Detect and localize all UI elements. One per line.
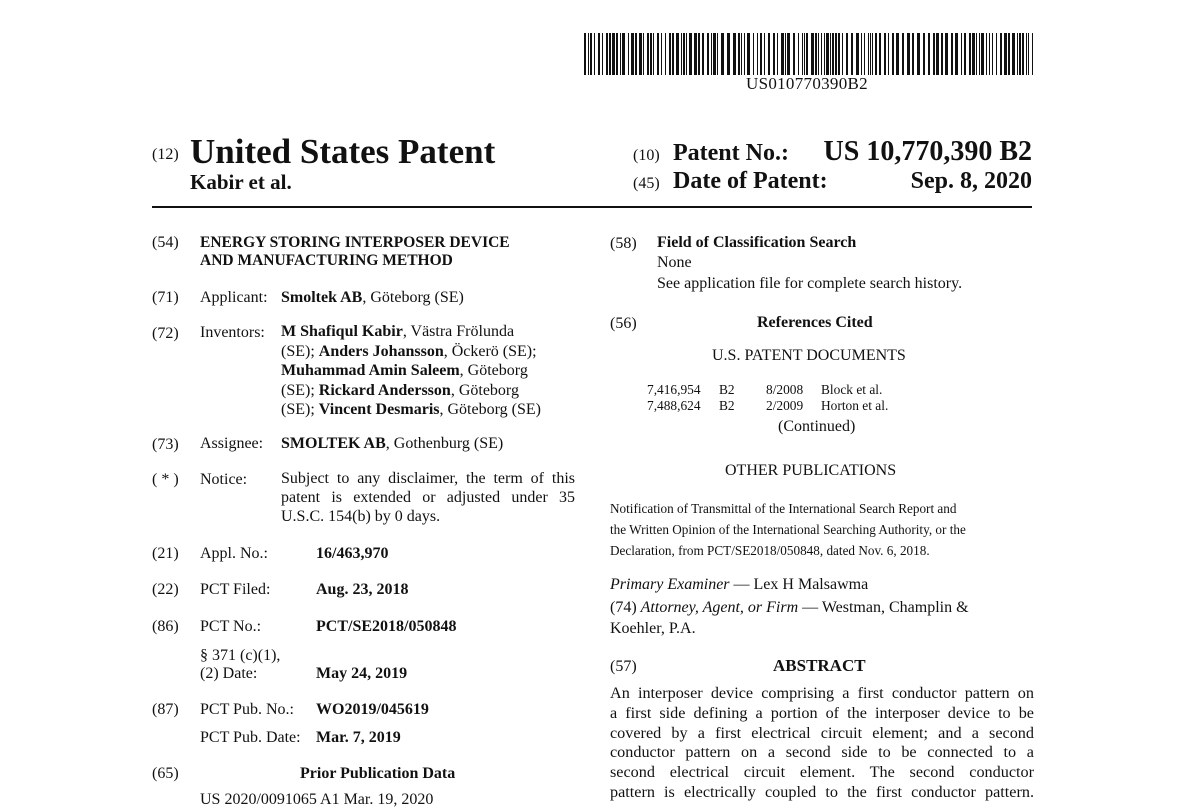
ref-kind: B2	[719, 398, 735, 413]
inventor-name: M Shafiqul Kabir	[281, 323, 403, 340]
code-65: (65)	[152, 765, 179, 782]
header-rule	[152, 206, 1032, 208]
attorney-value: — Westman, Champlin &	[798, 599, 969, 616]
inventors-list	[281, 323, 541, 421]
code-58: (58)	[610, 235, 637, 252]
other-publication-entry	[610, 498, 1034, 561]
code-22: (22)	[152, 581, 179, 598]
inventor-separator: (SE);	[281, 381, 319, 399]
references-cited-heading: References Cited	[757, 314, 873, 331]
attorney-label: Attorney, Agent, or Firm	[640, 599, 799, 616]
code-87: (87)	[152, 701, 179, 718]
us-patent-docs-heading: U.S. PATENT DOCUMENTS	[712, 347, 906, 364]
ref-date: 8/2008	[766, 382, 804, 397]
notice-text	[281, 470, 575, 527]
code-72: (72)	[152, 325, 179, 342]
assignee-location: , Gothenburg (SE)	[385, 435, 504, 452]
notice-label: Notice:	[200, 471, 248, 488]
s371-line2: (2) Date:	[200, 665, 258, 682]
pct-pub-no-value: WO2019/045619	[316, 701, 429, 718]
abstract-text	[610, 684, 1034, 803]
primary-examiner-label: Primary Examiner	[610, 576, 730, 593]
attorney-line1	[610, 599, 969, 617]
abstract-line: second electrical circuit element. The second conductor	[610, 763, 1034, 782]
patent-no-label: Patent No.:	[673, 140, 789, 166]
code-74: (74)	[610, 599, 641, 616]
pct-no-label: PCT No.:	[200, 618, 262, 635]
barcode-image	[584, 33, 1033, 75]
code-57: (57)	[610, 658, 637, 675]
abstract-line: covered by a first electrical circuit element; and a second	[610, 723, 1034, 742]
other-publications-heading: OTHER PUBLICATIONS	[725, 462, 897, 479]
patent-number: US 10,770,390 B2	[823, 136, 1032, 167]
prior-pub-heading: Prior Publication Data	[300, 765, 456, 782]
code-71: (71)	[152, 289, 179, 306]
inventor-name: Vincent Desmaris	[318, 401, 440, 418]
applicant-name: Smoltek AB	[281, 289, 363, 306]
pct-filed-value: Aug. 23, 2018	[316, 581, 409, 598]
other-pub-line: the Written Opinion of the International Searching Authority, or the	[610, 522, 966, 537]
inventor-name: Rickard Andersson	[318, 381, 451, 399]
other-pub-line: Declaration, from PCT/SE2018/050848, dated Nov. 6, 2018.	[610, 543, 930, 558]
code-45: (45)	[633, 175, 660, 192]
notice-line: Subject to any disclaimer, the term of this	[281, 470, 575, 487]
appl-no-label: Appl. No.:	[200, 545, 268, 562]
abstract-line: conductor pattern on a second side to be connected to a	[610, 743, 1034, 762]
applicant-location: , Göteborg (SE)	[362, 289, 464, 306]
abstract-heading: ABSTRACT	[773, 656, 866, 675]
inventor-name: Muhammad Amin Saleem	[281, 362, 460, 379]
inventor-location: , Öckerö (SE);	[443, 342, 537, 360]
ref-name: Block et al.	[821, 382, 883, 397]
abstract-line: pattern is electrically coupled to the first conductor pattern.	[610, 782, 1034, 801]
attorney-line2: Koehler, P.A.	[610, 620, 696, 637]
date-of-patent: Sep. 8, 2020	[910, 168, 1032, 194]
inventor-separator: (SE);	[281, 342, 319, 360]
invention-title-line2: AND MANUFACTURING METHOD	[200, 252, 453, 269]
code-86: (86)	[152, 618, 179, 635]
assignee-value	[281, 434, 503, 454]
pct-pub-date-label: PCT Pub. Date:	[200, 729, 301, 746]
code-21: (21)	[152, 545, 179, 562]
pct-filed-label: PCT Filed:	[200, 581, 271, 598]
inventor-location: , Västra Frölunda	[402, 323, 515, 340]
code-12: (12)	[152, 146, 179, 163]
code-54: (54)	[152, 234, 179, 251]
field-search-value: None	[657, 254, 692, 271]
abstract-line: An interposer device comprising a first conductor pattern on	[610, 684, 1034, 702]
s371-line1: § 371 (c)(1),	[200, 647, 281, 664]
invention-title-line1: ENERGY STORING INTERPOSER DEVICE	[200, 234, 510, 251]
inventor-location: , Göteborg (SE)	[439, 401, 541, 418]
inventor-location: , Göteborg	[450, 381, 519, 399]
inventor-separator: (SE);	[281, 401, 319, 418]
field-search-note: See application file for complete search history.	[657, 275, 963, 292]
notice-line: U.S.C. 154(b) by 0 days.	[281, 508, 441, 525]
ref-name: Horton et al.	[821, 398, 889, 413]
ref-kind: B2	[719, 382, 735, 397]
inventors-label: Inventors:	[200, 324, 265, 341]
primary-examiner-value: — Lex H Malsawma	[729, 576, 869, 593]
prior-pub-entry: US 2020/0091065 A1 Mar. 19, 2020	[200, 791, 434, 808]
ref-number: 7,488,624	[647, 398, 701, 413]
notice-line: patent is extended or adjusted under 35	[281, 489, 575, 506]
code-73: (73)	[152, 436, 179, 453]
primary-examiner	[610, 576, 868, 594]
date-of-patent-label: Date of Patent:	[673, 168, 828, 194]
pct-no-value: PCT/SE2018/050848	[316, 618, 457, 635]
code-56: (56)	[610, 315, 637, 332]
barcode-number: US010770390B2	[746, 74, 868, 93]
code-10: (10)	[633, 147, 660, 164]
ref-date: 2/2009	[766, 398, 804, 413]
document-title: United States Patent	[190, 132, 496, 171]
applicant-label: Applicant:	[200, 289, 268, 306]
appl-no-value: 16/463,970	[316, 545, 389, 562]
ref-number: 7,416,954	[647, 382, 701, 397]
code-notice: ( * )	[152, 471, 179, 488]
other-pub-line: Notification of Transmittal of the International Search Report and	[610, 501, 957, 516]
abstract-line: a first side defining a portion of the interposer device to be	[610, 703, 1034, 722]
pct-pub-no-label: PCT Pub. No.:	[200, 701, 294, 718]
assignee-label: Assignee:	[200, 435, 264, 452]
inventor-location: , Göteborg	[459, 362, 528, 379]
inventor-name: Anders Johansson	[318, 342, 444, 360]
applicant-value	[281, 288, 464, 308]
assignee-name: SMOLTEK AB	[281, 435, 386, 452]
field-search-heading: Field of Classification Search	[657, 234, 857, 251]
pct-pub-date-value: Mar. 7, 2019	[316, 729, 401, 746]
s371-date-value: May 24, 2019	[316, 665, 408, 682]
patent-authors: Kabir et al.	[190, 170, 292, 194]
references-continued: (Continued)	[778, 418, 856, 435]
